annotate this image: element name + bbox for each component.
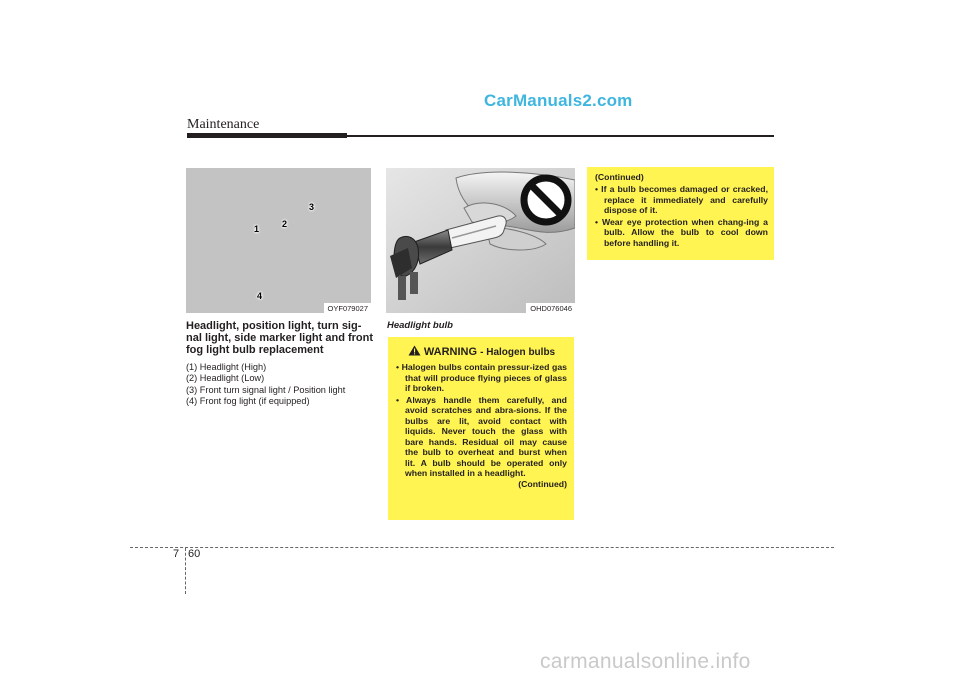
page-number: 60: [188, 548, 201, 560]
continued-bullet-text: If a bulb becomes damaged or cracked, replace it immediately and carefully dispose of it.: [601, 184, 768, 215]
callout-1: 1: [254, 224, 260, 234]
list-item: (2) Headlight (Low): [186, 373, 265, 384]
continued-box: [587, 167, 774, 260]
image-code: OHD076046: [526, 303, 575, 313]
headlamp-locations-graphic: [186, 168, 371, 313]
figure-caption: Headlight bulb: [387, 320, 453, 331]
callout-4: 4: [257, 291, 263, 301]
header-rule-accent: [187, 133, 347, 138]
headlamp-locations-figure: [186, 168, 371, 313]
headlight-bulb-figure: [386, 168, 575, 313]
chapter-number: 7: [173, 548, 180, 560]
continued-note: (Continued): [518, 478, 567, 489]
list-item: (3) Front turn signal light / Position light: [186, 384, 346, 395]
continued-bullet-text: Wear eye protection when chang-ing a bulb. Allow the bulb to cool down before handling it.: [601, 216, 768, 248]
warning-icon: [408, 345, 421, 356]
warning-bullet-text: Halogen bulbs contain pressur-ized gas that will produce flying pieces of glass if broken.: [401, 362, 567, 393]
continued-bullet: • Wear eye protection when chang-ing a bulb. Allow the bulb to cool down before handling it.: [595, 216, 768, 248]
site-link[interactable]: CarManuals2.com: [484, 91, 633, 110]
section-heading: Headlight, position light, turn sig-nal light, side marker light and front fog light bulb replacement: [186, 320, 374, 356]
callout-3: 3: [309, 202, 315, 212]
warning-subtitle: - Halogen bulbs: [480, 347, 556, 358]
callout-2: 2: [282, 219, 288, 229]
bulb-illustration: [386, 168, 575, 313]
footer-rule: [130, 547, 834, 548]
footer-divider: [185, 548, 186, 594]
continued-label: (Continued): [595, 172, 644, 182]
list-item: (1) Headlight (High): [186, 362, 267, 372]
warning-label: WARNING: [423, 346, 478, 358]
warning-bullet-text: Always handle them carefully, and avoid scratches and abra-sions. If the bulbs are lit, avoid contact with liquids. Never touch the glass with bare hands. Residual oil may cause the bulb to overheat and burst when lit. A bulb should be operated only when installed in a headlight.: [405, 394, 567, 478]
continued-bullet: • If a bulb becomes damaged or cracked, replace it immediately and carefully dispose of it.: [595, 184, 768, 215]
warning-bullet: • Always handle them carefully, and avoid scratches and abra-sions. If the bulbs are lit, avoid contact with liquids. Never touch the glass with bare hands. Residual oil may cause the bulb to overheat and burst when lit. A bulb should be operated only when installed in a headlight.: [396, 394, 567, 478]
bulb-list: [186, 362, 376, 407]
warning-heading: [396, 345, 567, 358]
section-title: Maintenance: [187, 117, 260, 132]
image-code: OYF079027: [324, 303, 371, 313]
warning-bullet: • Halogen bulbs contain pressur-ized gas that will produce flying pieces of glass if broken.: [396, 362, 567, 393]
watermark: carmanualsonline.info: [540, 650, 751, 673]
list-item: (4) Front fog light (if equipped): [186, 395, 310, 406]
warning-box: [388, 337, 574, 520]
